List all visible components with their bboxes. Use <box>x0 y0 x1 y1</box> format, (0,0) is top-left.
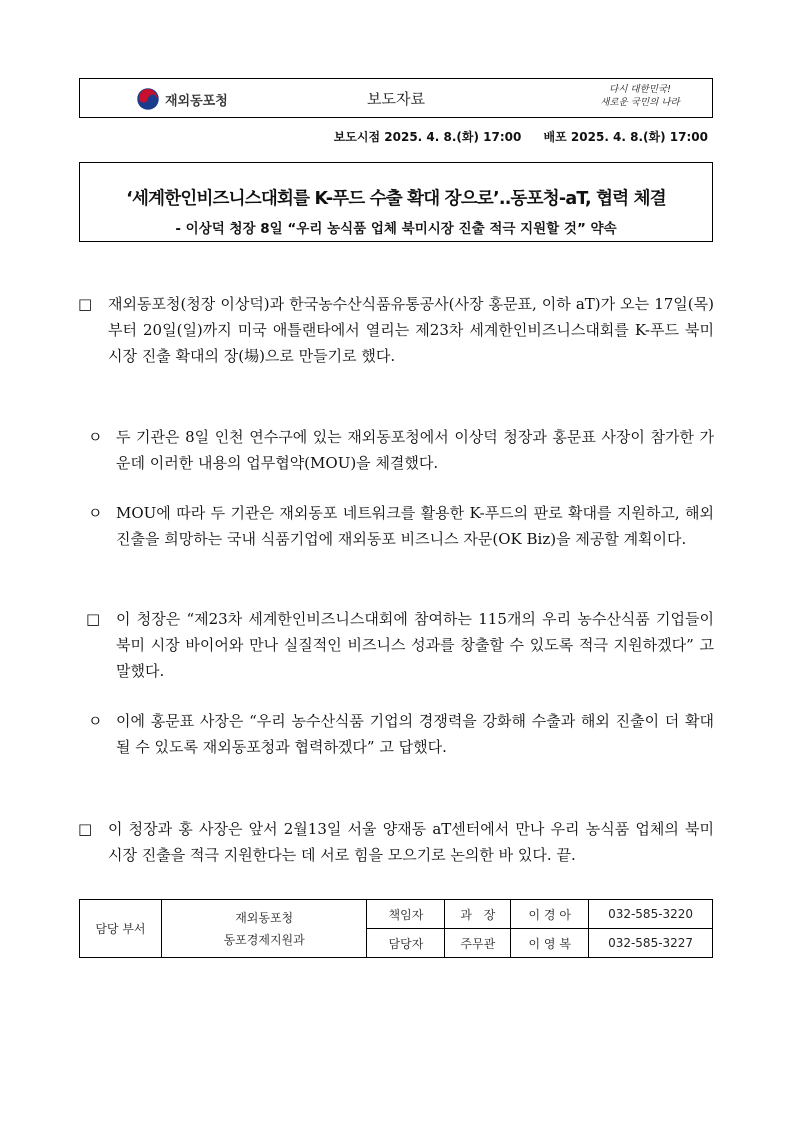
paragraph-1: 재외동포청(청장 이상덕)과 한국농수산식품유통공사(사장 홍문표, 이하 aT)가 오는 17일(목)부터 20일(일)까지 미국 애틀랜타에서 열리는 제23차 세계한인비즈니스대회를 K-푸드 북미시장 진출 확대의 장(場)으로 만들기로 했다. <box>108 295 714 365</box>
bullet-circle: ㅇ <box>88 504 103 522</box>
headline-box <box>79 162 713 242</box>
logo-text: 재외동포청 <box>165 93 228 109</box>
paragraph-2: 두 기관은 8일 인천 연수구에 있는 재외동포청에서 이상덕 청장과 홍문표 사장이 참가한 가운데 이러한 내용의 업무협약(MOU)을 체결했다. <box>116 428 714 472</box>
paragraph-4: 이 청장은 “제23차 세계한인비즈니스대회에 참여하는 115개의 우리 농수산식품 기업들이 북미 시장 바이어와 만나 실질적인 비즈니스 성과를 창출할 수 있도록 적극 지원하겠다” 고 말했다. <box>116 610 714 680</box>
dept-name-line-1: 재외동포청 <box>235 910 294 925</box>
bullet-square: □ <box>86 610 101 628</box>
bullet-square: □ <box>78 295 93 313</box>
name-cell: 이 경 아 <box>511 900 589 929</box>
slogan-line-2: 새로운 국민의 나라 <box>600 97 680 108</box>
phone-cell: 032-585-3220 <box>589 900 713 929</box>
embargo-label: 보도시점 <box>333 130 381 144</box>
dept-name-cell <box>161 900 367 958</box>
role-cell: 책임자 <box>367 900 445 929</box>
bullet-square: □ <box>78 820 93 838</box>
contact-table <box>79 899 713 958</box>
position-cell: 주무관 <box>445 929 511 958</box>
headline-title: ‘세계한인비즈니스대회를 K-푸드 수출 확대 장으로’..동포청-aT, 협력 체결 <box>126 189 666 209</box>
press-release-label: 보도자료 <box>367 90 425 108</box>
position-cell: 과 장 <box>445 900 511 929</box>
slogan-line-1: 다시 대한민국! <box>609 84 671 95</box>
paragraph-5: 이에 홍문표 사장은 “우리 농수산식품 기업의 경쟁력을 강화해 수출과 해외 진출이 더 확대될 수 있도록 재외동포청과 협력하겠다” 고 답했다. <box>116 712 714 756</box>
dept-label-cell: 담당 부서 <box>80 900 162 958</box>
phone-cell: 032-585-3227 <box>589 929 713 958</box>
table-row <box>80 900 713 929</box>
paragraph-3: MOU에 따라 두 기관은 재외동포 네트워크를 활용한 K-푸드의 판로 확대를 지원하고, 해외 진출을 희망하는 국내 식품기업에 재외동포 비즈니스 자문(OK Biz)을 제공할 계획이다. <box>116 504 714 548</box>
paragraph-6: 이 청장과 홍 사장은 앞서 2월13일 서울 양재동 aT센터에서 만나 우리 농식품 업체의 북미 시장 진출을 적극 지원한다는 데 서로 힘을 모으기로 논의한 바 있다. 끝. <box>108 820 714 864</box>
name-cell: 이 영 복 <box>511 929 589 958</box>
role-cell: 담당자 <box>367 929 445 958</box>
distribution-date: 2025. 4. 8.(화) 17:00 <box>570 130 708 144</box>
distribution-label: 배포 <box>543 130 567 144</box>
release-time <box>334 128 708 145</box>
bullet-circle: ㅇ <box>88 428 103 446</box>
slogan <box>592 83 688 109</box>
bullet-circle: ㅇ <box>88 712 103 730</box>
headline-subtitle: - 이상덕 청장 8일 “우리 농식품 업체 북미시장 진출 적극 지원할 것” 약속 <box>175 221 617 237</box>
press-header <box>79 78 713 118</box>
embargo-date: 2025. 4. 8.(화) 17:00 <box>384 130 522 144</box>
dept-name-line-2: 동포경제지원과 <box>223 932 305 947</box>
